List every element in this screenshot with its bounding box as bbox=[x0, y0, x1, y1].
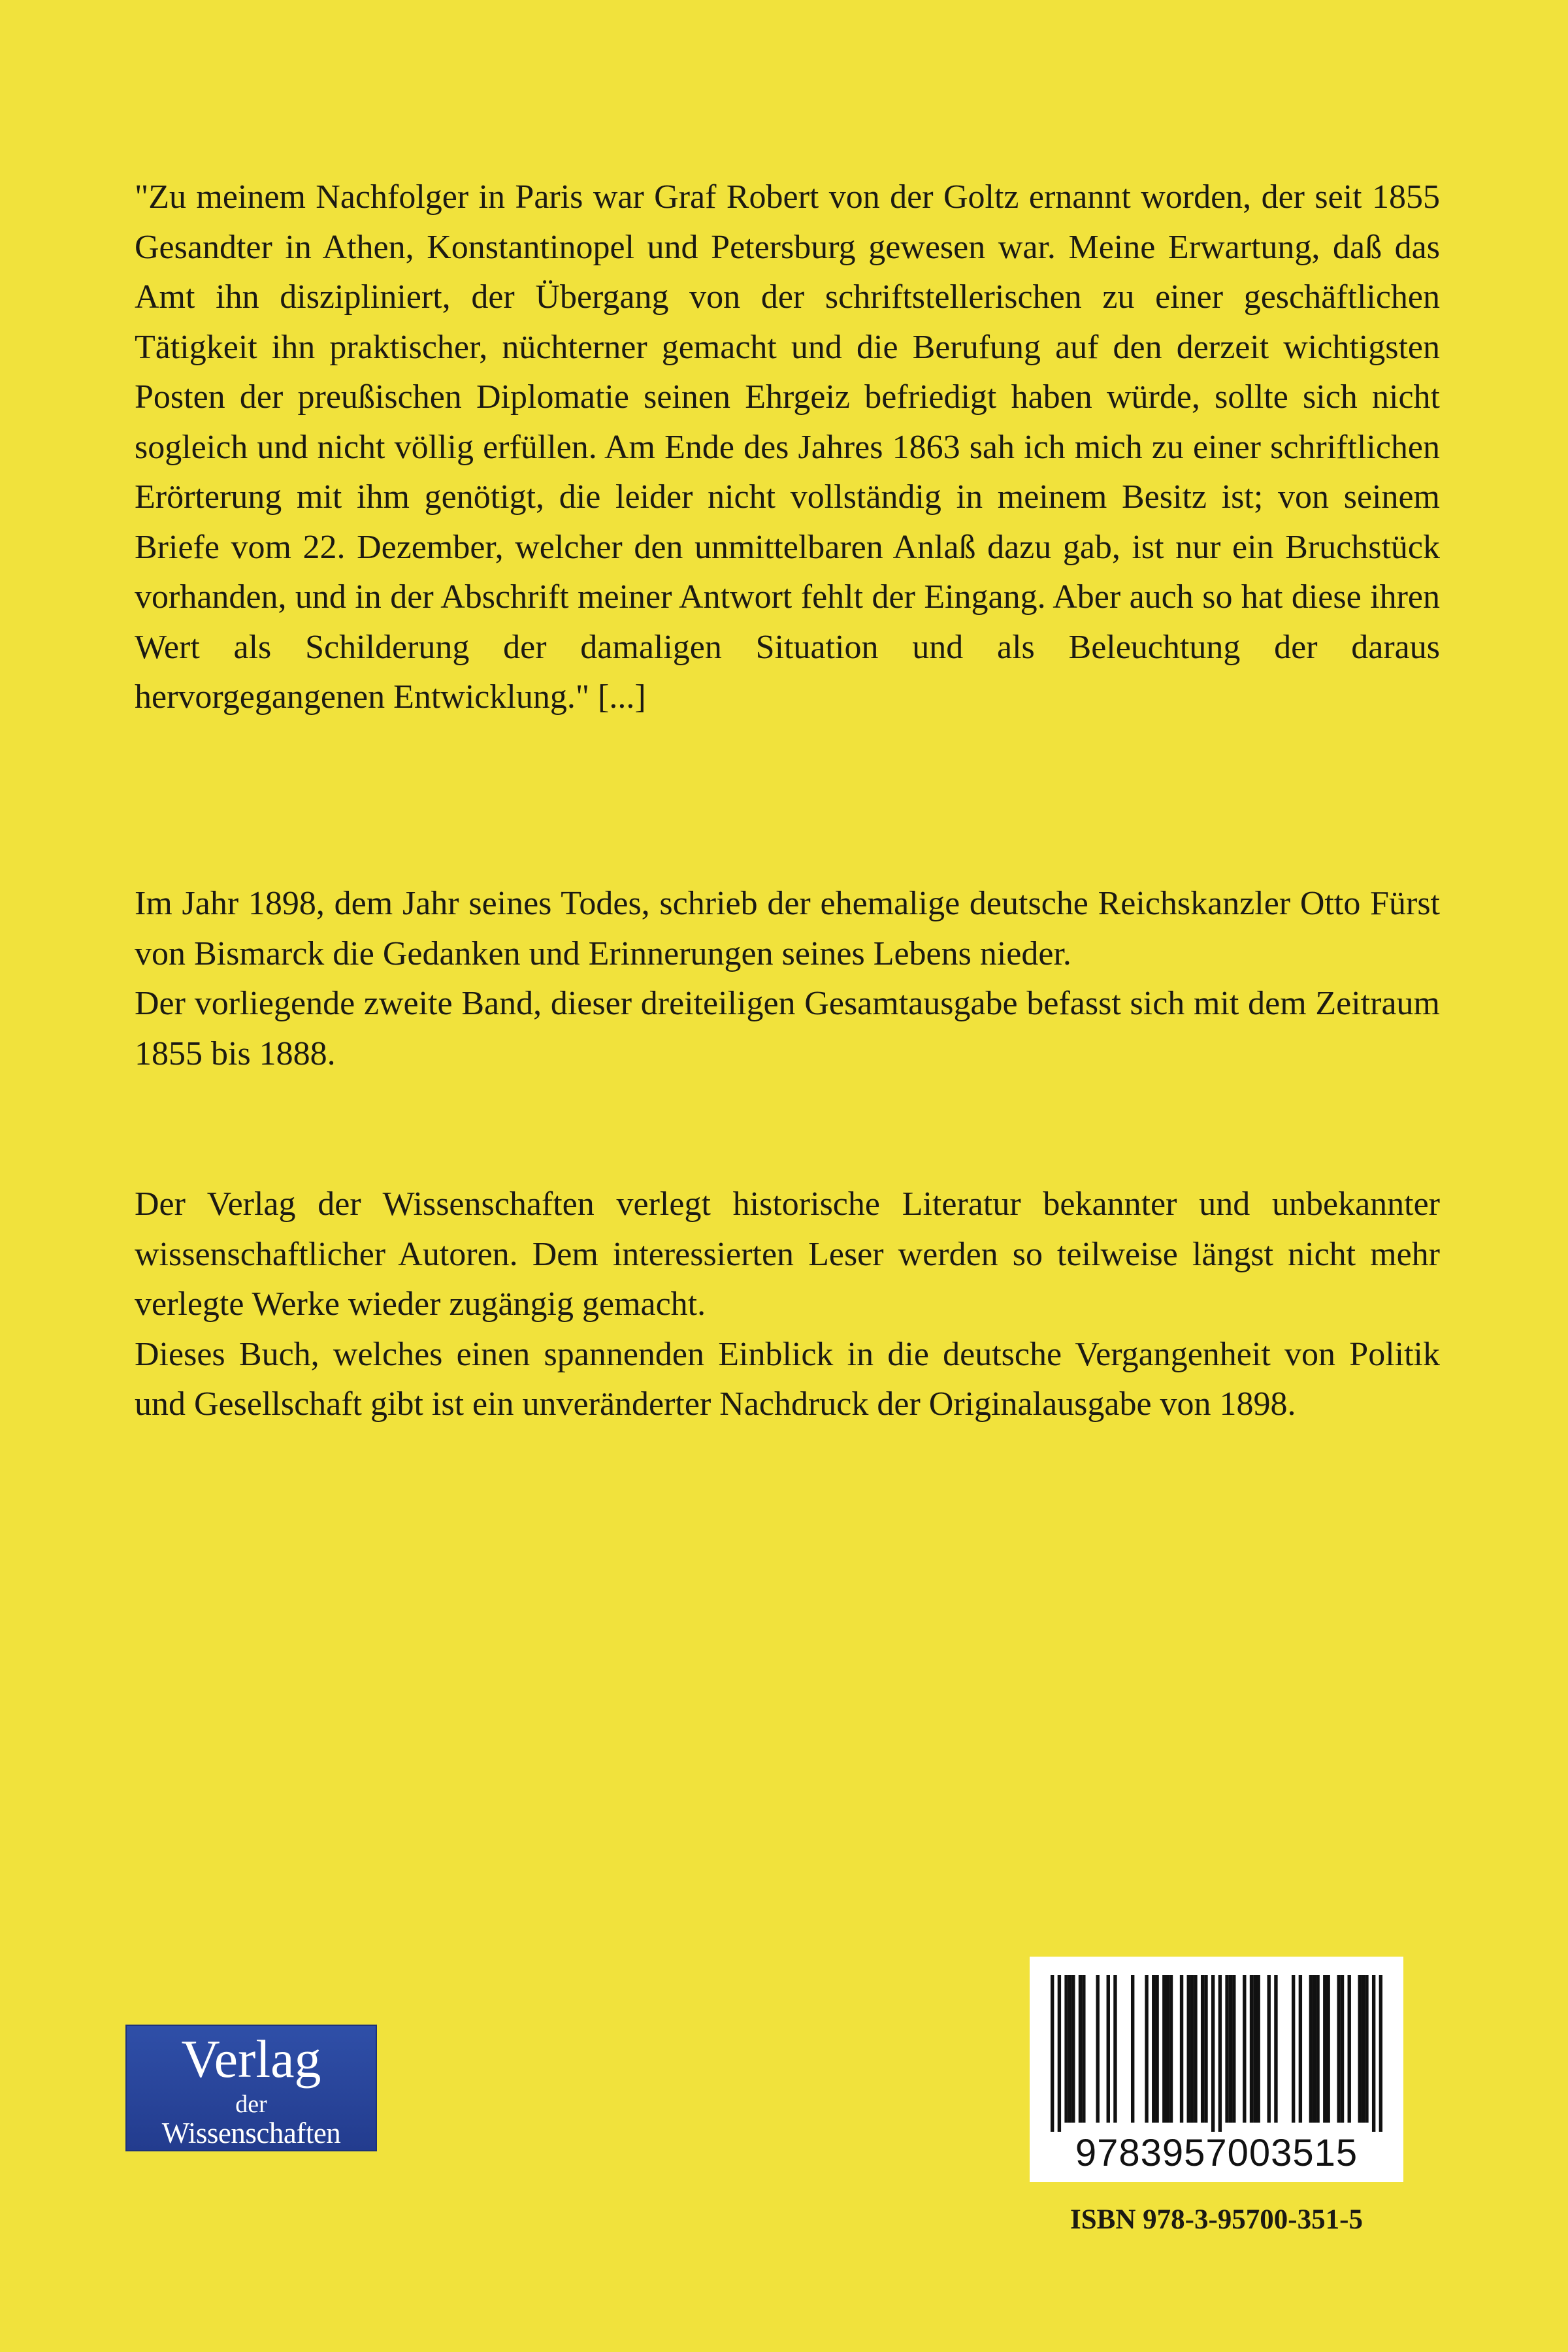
barcode-bar bbox=[1211, 1975, 1215, 2132]
barcode-bar bbox=[1365, 1975, 1368, 2123]
barcode-bar bbox=[1243, 1975, 1246, 2123]
barcode-bar bbox=[1079, 1975, 1082, 2123]
barcode-bar bbox=[1218, 1975, 1222, 2132]
barcode-bar bbox=[1082, 1975, 1085, 2123]
blurb-publisher bbox=[135, 1180, 1440, 1430]
barcode-bars bbox=[1051, 1975, 1382, 2132]
barcode-bar bbox=[1071, 1975, 1075, 2123]
about-paragraph-2: Der vorliegende zweite Band, dieser dreiteiligen Gesamtausgabe befasst sich mit dem Zeitraum 1855 bis 1888. bbox=[135, 985, 1440, 1072]
logo-line-wissenschaften: Wissenschaften bbox=[161, 2117, 341, 2149]
barcode-bar bbox=[1379, 1975, 1382, 2132]
barcode-bar bbox=[1267, 1975, 1271, 2123]
barcode-bar bbox=[1299, 1975, 1302, 2123]
barcode-bar bbox=[1229, 1975, 1232, 2123]
barcode-bar bbox=[1187, 1975, 1190, 2123]
barcode-bar bbox=[1362, 1975, 1365, 2123]
barcode-bar bbox=[1096, 1975, 1100, 2123]
quote-paragraph: "Zu meinem Nachfolger in Paris war Graf Robert von der Goltz ernannt worden, der seit 1855 Gesandter in Athen, Konstantinopel und Petersburg gewesen war. Meine Erwartung, daß das Amt ihn diszipliniert, der Übergang von der schriftstellerischen zu einer geschäftlichen Tätigkeit ihn praktischer, nüchterner gemacht und die Berufung auf den derzeit wichtigsten Posten der preußischen Diplomatie seinen Ehrgeiz befriedigt haben würde, sollte sich nicht sogleich und nicht völlig erfüllen. Am Ende des Jahres 1863 sah ich mich zu einer schriftlichen Erörterung mit ihm genötigt, die leider nicht vollständig in meinem Besitz ist; von seinem Briefe vom 22. Dezember, welcher den unmittelbaren Anlaß dazu gab, ist nur ein Bruchstück vorhanden, und in der Abschrift meiner Antwort fehlt der Eingang. Aber auch so hat diese ihren Wert als Schilderung der damaligen Situation und als Beleuchtung der daraus hervorgegangenen Entwicklung." [...] bbox=[135, 178, 1440, 716]
isbn-label: ISBN 978-3-95700-351-5 bbox=[1070, 2204, 1363, 2235]
barcode-bar bbox=[1194, 1975, 1197, 2123]
about-paragraph-1: Im Jahr 1898, dem Jahr seines Todes, schrieb der ehemalige deutsche Reichskanzler Otto Fürst von Bismarck die Gedanken und Erinnerungen seines Lebens nieder. bbox=[135, 885, 1440, 972]
barcode-bar bbox=[1155, 1975, 1158, 2123]
publisher-paragraph-1: Der Verlag der Wissenschaften verlegt historische Literatur bekannter und unbekannter wissenschaftlicher Autoren. Dem interessierten Leser werden so teilweise längst nicht mehr verlegte Werke wieder zugängig gemacht. bbox=[135, 1185, 1440, 1323]
blurb-about bbox=[135, 879, 1440, 1079]
barcode-bar bbox=[1152, 1975, 1155, 2123]
barcode-bar bbox=[1313, 1975, 1316, 2123]
barcode-bar bbox=[1058, 1975, 1061, 2132]
barcode-bar bbox=[1372, 1975, 1375, 2132]
barcode-bar bbox=[1358, 1975, 1362, 2123]
barcode-bar bbox=[1292, 1975, 1295, 2123]
barcode-bar bbox=[1051, 1975, 1054, 2132]
barcode-bar bbox=[1316, 1975, 1319, 2123]
publisher-logo bbox=[125, 2025, 377, 2151]
barcode bbox=[1030, 1957, 1403, 2182]
barcode-bar bbox=[1309, 1975, 1313, 2123]
barcode-bar bbox=[1145, 1975, 1148, 2123]
barcode-bar bbox=[1348, 1975, 1351, 2123]
barcode-bar bbox=[1169, 1975, 1173, 2123]
logo-line-verlag: Verlag bbox=[181, 2029, 321, 2089]
publisher-paragraph-2: Dieses Buch, welches einen spannenden Einblick in die deutsche Vergangenheit von Politik und Gesellschaft gibt ist ein unveränderter Nachdruck der Originalausgabe von 1898. bbox=[135, 1335, 1440, 1423]
barcode-bar bbox=[1225, 1975, 1228, 2123]
barcode-bar bbox=[1253, 1975, 1256, 2123]
barcode-bar bbox=[1166, 1975, 1169, 2123]
barcode-bar bbox=[1068, 1975, 1071, 2123]
blurb-quote bbox=[135, 173, 1440, 723]
barcode-bar bbox=[1180, 1975, 1183, 2123]
barcode-digits: 9783957003515 bbox=[1075, 2132, 1358, 2174]
barcode-bar bbox=[1250, 1975, 1253, 2123]
barcode-bar bbox=[1131, 1975, 1134, 2123]
barcode-bar bbox=[1274, 1975, 1277, 2123]
barcode-bar bbox=[1326, 1975, 1330, 2123]
barcode-bar bbox=[1113, 1975, 1117, 2123]
barcode-bar bbox=[1337, 1975, 1340, 2123]
barcode-bar bbox=[1323, 1975, 1326, 2123]
barcode-bar bbox=[1256, 1975, 1260, 2123]
logo-line-der: der bbox=[235, 2091, 267, 2118]
barcode-bar bbox=[1064, 1975, 1068, 2123]
barcode-bar bbox=[1107, 1975, 1110, 2123]
barcode-bar bbox=[1204, 1975, 1207, 2123]
barcode-bar bbox=[1162, 1975, 1166, 2123]
barcode-bar bbox=[1201, 1975, 1204, 2123]
barcode-bar bbox=[1341, 1975, 1344, 2123]
barcode-bar bbox=[1190, 1975, 1194, 2123]
barcode-bar bbox=[1232, 1975, 1235, 2123]
